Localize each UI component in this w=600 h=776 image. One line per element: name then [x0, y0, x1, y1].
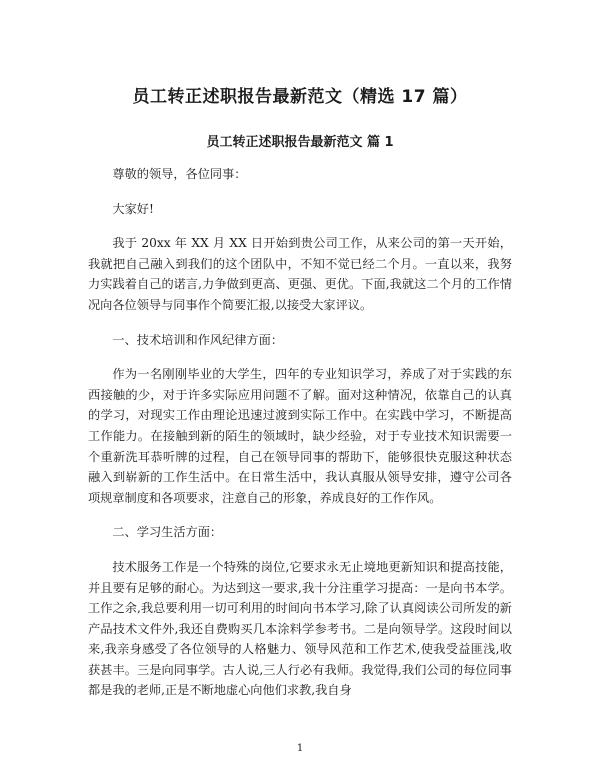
heading-study: 二、学习生活方面：: [112, 525, 223, 540]
document-title: 员工转正述职报告最新范文（精选 17 篇）: [132, 87, 468, 107]
document-body: [88, 164, 512, 715]
paragraph-training: 作为一名刚刚毕业的大学生，四年的专业知识学习，养成了对于实践的东西接触的少，对于许多实际应用问题不了解。面对这种情况，依靠自己的认真的学习，对现实工作由理论迅速过渡到实际工作中。在实践中学习，不断提高工作能力。在接触到新的陌生的领域时，缺少经验，对于专业技术知识需要一个重新洗耳恭听牌的过程，自己在领导同事的帮助下，能够很快克服这种状态融入到崭新的工作生活中。在日常生活中，我认真服从领导安排，遵守公司各项规章制度和各项要求，注意自己的形象，养成良好的工作作风。: [88, 367, 512, 505]
page-number: 1: [296, 743, 304, 754]
paragraph-intro: 我于 20xx 年 XX 月 XX 日开始到贵公司工作，从来公司的第一天开始，我就把自己融入到我们的这个团队中，不知不觉已经二个月。一直以来，我努力实践着自己的诺言,力争做到更高、更强、更优。下面,我就这二个月的工作情况向各位领导与同事作个简要汇报,以接受大家评议。: [88, 236, 512, 312]
salutation: 尊敬的领导，各位同事：: [112, 167, 247, 181]
heading-training: 一、技术培训和作风纪律方面：: [112, 332, 284, 347]
greeting: 大家好!: [112, 201, 154, 216]
section-title: 员工转正述职报告最新范文 篇 1: [206, 135, 394, 150]
paragraph-study: 技术服务工作是一个特殊的岗位,它要求永无止境地更新知识和提高技能，并且要有足够的耐心。为达到这一要求,我十分注重学习提高：一是向书本学。工作之余,我总要利用一切可利用的时间向书本学习,除了认真阅读公司所发的新产品技术文件外,我还自费购买几本涂料学参考书。二是向领导学。这段时间以来,我亲身感受了各位领导的人格魅力、领导风范和工作艺术,使我受益匪浅,收获甚丰。三是向同事学。古人说,三人行必有我师。我觉得,我们公司的每位同事都是我的老师,正是不断地虚心向他们求教,我自身: [88, 559, 512, 698]
